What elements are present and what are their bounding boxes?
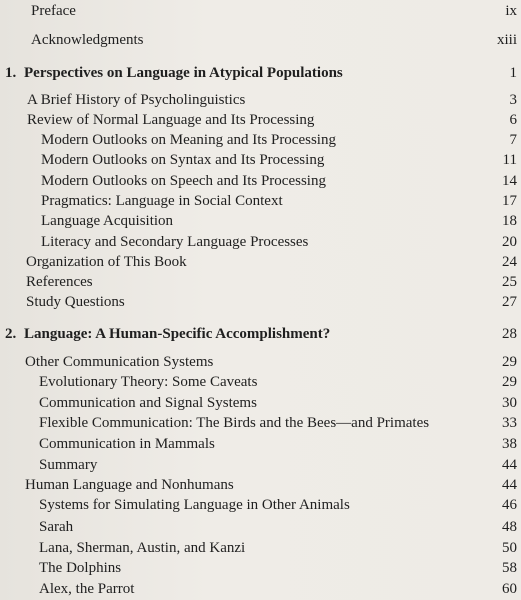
toc-chapter-heading	[0, 324, 521, 344]
toc-page-number: 33	[502, 414, 517, 431]
toc-row	[0, 579, 521, 599]
toc-entry-title: The Dolphins	[39, 559, 122, 576]
toc-page-number: 24	[502, 253, 517, 270]
chapter-title: Perspectives on Language in Atypical Populations	[24, 64, 343, 81]
toc-entry-title: Flexible Communication: The Birds and the Bees—and Primates	[39, 414, 430, 431]
toc-entry-title: Language Acquisition	[41, 212, 174, 229]
toc-entry-title: A Brief History of Psycholinguistics	[27, 91, 246, 108]
toc-page-number: 18	[502, 212, 517, 229]
toc-row	[0, 393, 521, 413]
toc-page-number: 6	[509, 111, 517, 128]
toc-page-number: 44	[502, 476, 517, 493]
toc-row	[0, 372, 521, 392]
toc-page-number: 28	[502, 325, 517, 342]
toc-row	[0, 558, 521, 578]
toc-row	[0, 292, 521, 312]
toc-entry-title: Modern Outlooks on Syntax and Its Processing	[41, 151, 325, 168]
toc-page-number: xiii	[496, 31, 517, 48]
toc-row	[0, 130, 521, 150]
toc-entry-title: Sarah	[39, 518, 74, 535]
toc-page-number: 1	[509, 64, 517, 81]
toc-row	[0, 434, 521, 454]
toc-page-number: 3	[509, 91, 517, 108]
toc-page-number: 17	[502, 192, 517, 209]
toc-entry-title: Organization of This Book	[26, 253, 187, 270]
toc-row	[0, 517, 521, 537]
toc-page-number: 48	[502, 518, 517, 535]
toc-page-number: 29	[502, 373, 517, 390]
toc-page-number: 58	[502, 559, 517, 576]
toc-entry-title: Acknowledgments	[31, 31, 144, 48]
toc-entry-title: Modern Outlooks on Speech and Its Processing	[41, 172, 326, 189]
toc-row	[0, 150, 521, 170]
toc-page-number: 27	[502, 293, 517, 310]
toc-entry-title: Summary	[39, 456, 98, 473]
toc-page-number: 25	[502, 273, 517, 290]
toc-row	[0, 110, 521, 130]
toc-chapter-heading	[0, 63, 521, 83]
toc-entry-title: Communication and Signal Systems	[39, 394, 257, 411]
toc-row	[0, 191, 521, 211]
toc-page-number: 29	[502, 353, 517, 370]
chapter-title: Language: A Human-Specific Accomplishment?	[24, 325, 331, 342]
toc-entry-title: Evolutionary Theory: Some Caveats	[39, 373, 258, 390]
toc-row	[0, 495, 521, 515]
toc-page-number: 20	[502, 233, 517, 250]
toc-entry-title: Review of Normal Language and Its Processing	[27, 111, 315, 128]
chapter-number: 1.	[5, 64, 17, 81]
toc-page-number: 60	[502, 580, 517, 597]
toc-entry-title: Alex, the Parrot	[39, 580, 135, 597]
toc-page-number: 44	[502, 456, 517, 473]
toc-row	[0, 352, 521, 372]
chapter-number: 2.	[5, 325, 17, 342]
toc-row-preface	[0, 1, 521, 21]
toc-page-number: 11	[502, 151, 517, 168]
toc-page-number: 14	[502, 172, 517, 189]
toc-row	[0, 455, 521, 475]
toc-page-number: 7	[509, 131, 517, 148]
toc-entry-title: Literacy and Secondary Language Processes	[41, 233, 309, 250]
toc-row	[0, 475, 521, 495]
toc-row	[0, 90, 521, 110]
toc-entry-title: Lana, Sherman, Austin, and Kanzi	[39, 539, 246, 556]
toc-entry-title: Pragmatics: Language in Social Context	[41, 192, 283, 209]
toc-row	[0, 538, 521, 558]
toc-page-number: ix	[505, 2, 517, 19]
toc-page-number: 50	[502, 539, 517, 556]
toc-entry-title: Other Communication Systems	[25, 353, 214, 370]
toc-entry-title: References	[26, 273, 93, 290]
toc-entry-title: Systems for Simulating Language in Other Animals	[39, 496, 350, 513]
toc-page-number: 30	[502, 394, 517, 411]
toc-entry-title: Human Language and Nonhumans	[25, 476, 234, 493]
toc-row-acknowledgments	[0, 30, 521, 50]
toc-row	[0, 413, 521, 433]
toc-row	[0, 211, 521, 231]
toc-page-number: 38	[502, 435, 517, 452]
toc-row	[0, 252, 521, 272]
toc-page-number: 46	[502, 496, 517, 513]
toc-row	[0, 171, 521, 191]
toc-row	[0, 272, 521, 292]
toc-row	[0, 232, 521, 252]
toc-entry-title: Modern Outlooks on Meaning and Its Processing	[41, 131, 336, 148]
toc-entry-title: Preface	[31, 2, 76, 19]
toc-entry-title: Study Questions	[26, 293, 125, 310]
toc-entry-title: Communication in Mammals	[39, 435, 215, 452]
